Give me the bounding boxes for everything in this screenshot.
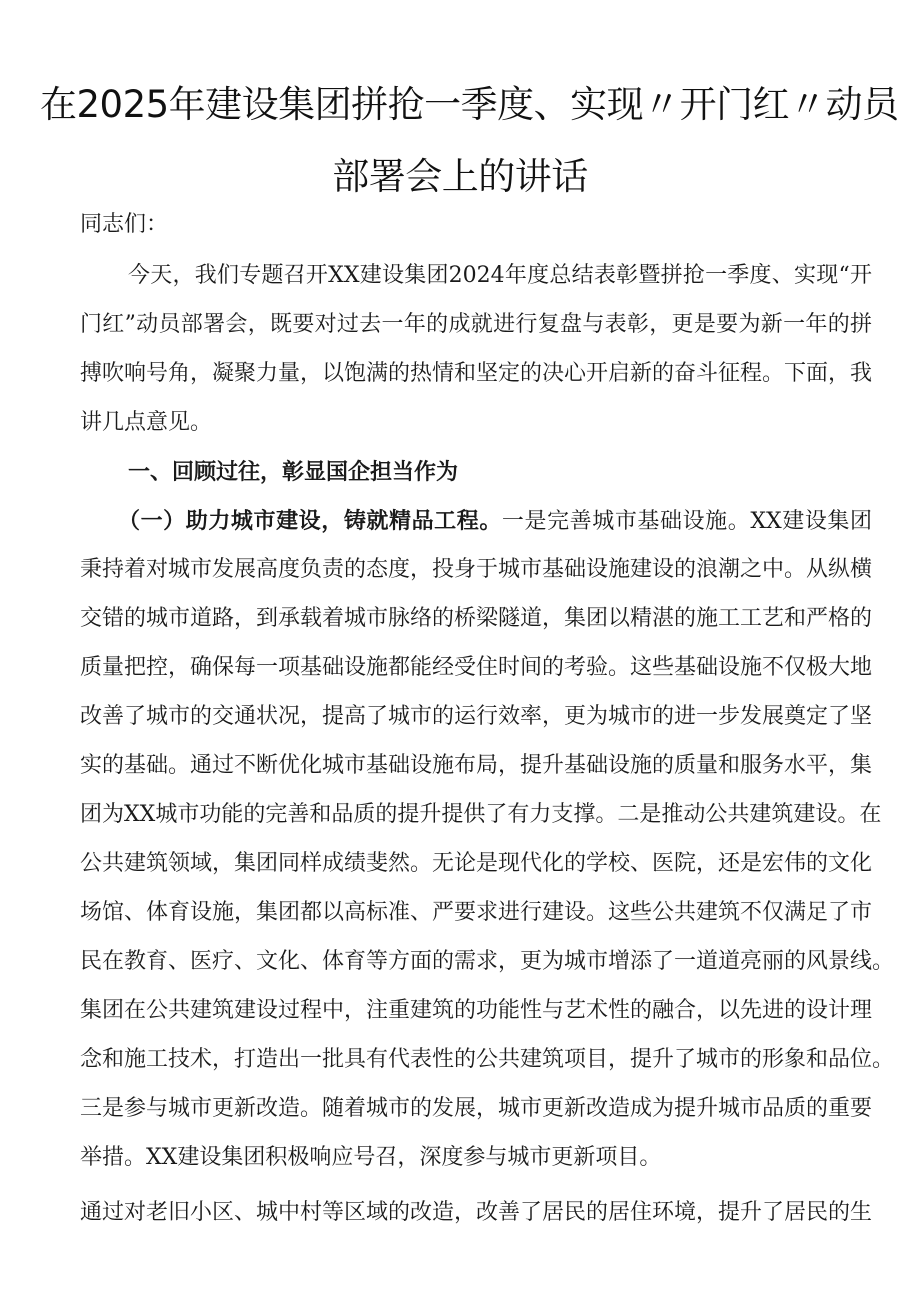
- body-line-9: 民在教育、医疗、文化、体育等方面的需求，更为城市增添了一道道亮丽的风景线。: [80, 949, 895, 974]
- salutation: 同志们：: [80, 212, 169, 237]
- body-line-11: 念和施工技术，打造出一批具有代表性的公共建筑项目，提升了城市的形象和品位。: [80, 1047, 895, 1072]
- intro-line-3: 搏吹响号角，凝聚力量，以饱满的热情和坚定的决心开启新的奋斗征程。下面，我: [80, 361, 873, 386]
- body-line-6: 团为XX城市功能的完善和品质的提升提供了有力支撑。二是推动公共建筑建设。在: [80, 802, 882, 827]
- body-line-3: 质量把控，确保每一项基础设施都能经受住时间的考验。这些基础设施不仅极大地: [80, 655, 873, 680]
- subsection-line-1: [118, 506, 872, 537]
- subsection-first-line-text: 一是完善城市基础设施。XX建设集团: [501, 509, 872, 534]
- intro-line-2: 门红”动员部署会，既要对过去一年的成就进行复盘与表彰，更是要为新一年的拼: [80, 312, 872, 337]
- subsection-heading-1: （一）助力城市建设，铸就精品工程。: [118, 508, 502, 534]
- title-line-2: 部署会上的讲话: [332, 155, 588, 198]
- intro-line-4: 讲几点意见。: [80, 410, 213, 435]
- intro-line-1: 今天，我们专题召开XX建设集团2024年度总结表彰暨拼抢一季度、实现“开: [128, 263, 872, 288]
- body-line-5: 实的基础。通过不断优化城市基础设施布局，提升基础设施的质量和服务水平，集: [80, 753, 873, 778]
- body-line-7: 公共建筑领域，集团同样成绩斐然。无论是现代化的学校、医院，还是宏伟的文化: [80, 851, 873, 876]
- body-line-12: 三是参与城市更新改造。随着城市的发展，城市更新改造成为提升城市品质的重要: [80, 1096, 873, 1121]
- body-line-2: 交错的城市道路，到承载着城市脉络的桥梁隧道，集团以精湛的施工工艺和严格的: [80, 606, 873, 631]
- body-line-8: 场馆、体育设施，集团都以高标准、严要求进行建设。这些公共建筑不仅满足了市: [80, 900, 873, 925]
- body-line-4: 改善了城市的交通状况，提高了城市的运行效率，更为城市的进一步发展奠定了坚: [80, 704, 873, 729]
- title-line-1: 在2025年建设集团拼抢一季度、实现〃开门红〃动员: [40, 83, 899, 126]
- body-line-13: 举措。XX建设集团积极响应号召，深度参与城市更新项目。: [80, 1145, 662, 1170]
- body-line-1: 秉持着对城市发展高度负责的态度，投身于城市基础设施建设的浪潮之中。从纵横: [80, 557, 873, 582]
- body-line-14: 通过对老旧小区、城中村等区域的改造，改善了居民的居住环境，提升了居民的生: [80, 1200, 873, 1225]
- section-heading-1: 一、回顾过往，彰显国企担当作为: [128, 459, 459, 485]
- body-line-10: 集团在公共建筑建设过程中，注重建筑的功能性与艺术性的融合，以先进的设计理: [80, 998, 873, 1023]
